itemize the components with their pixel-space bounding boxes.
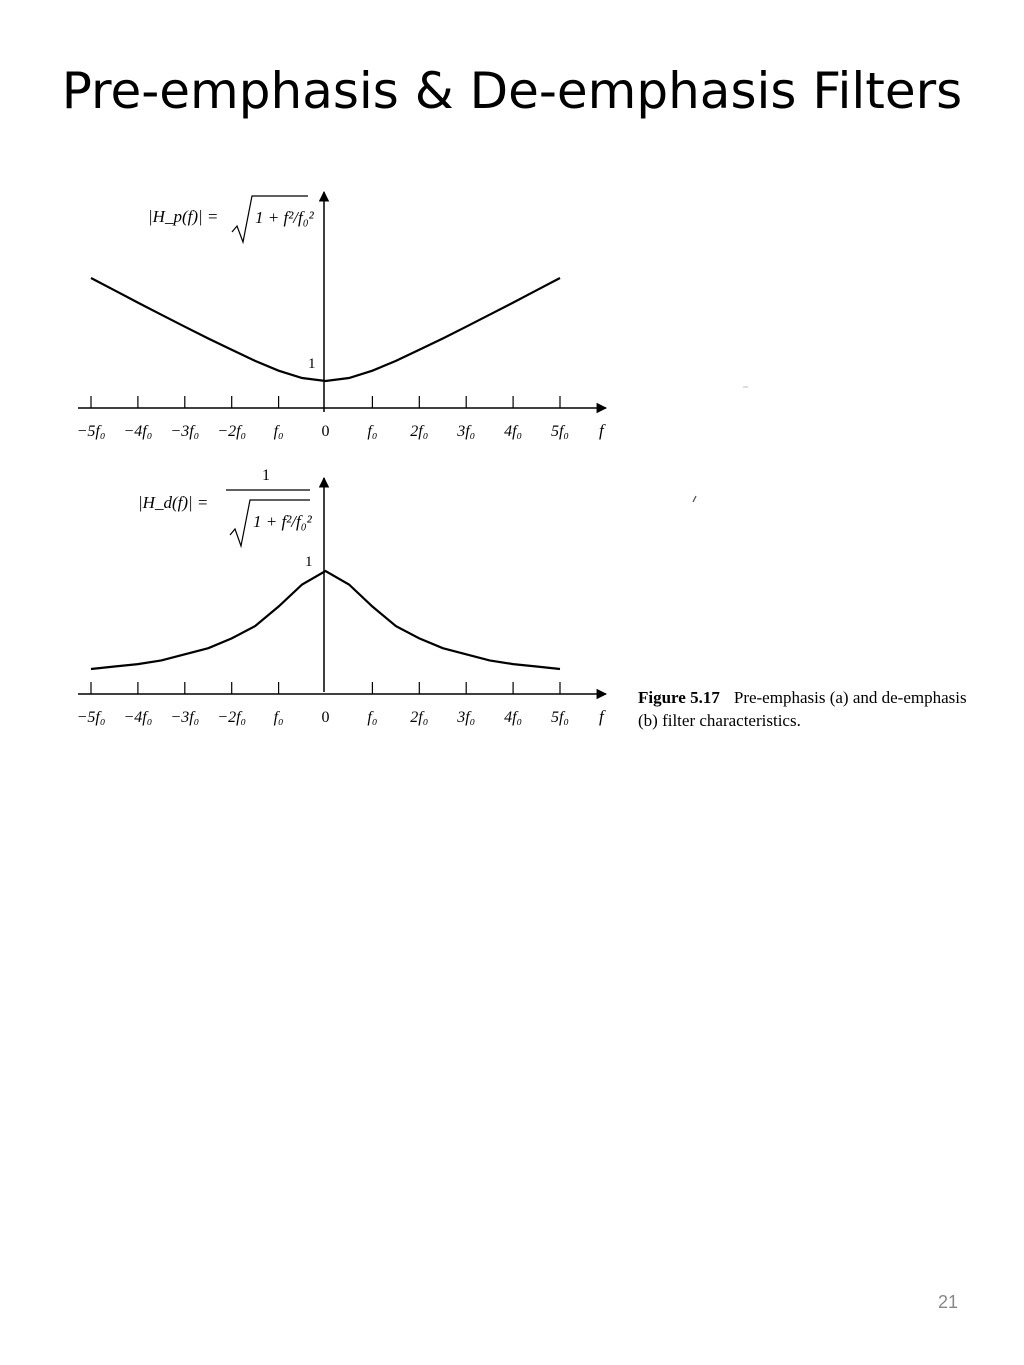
de-emphasis-tick-labels bbox=[77, 709, 569, 726]
pre-emphasis-formula bbox=[148, 196, 315, 242]
de-emphasis-x-tick-label: 0 bbox=[321, 709, 330, 726]
pre-emphasis-x-tick-label: 4f₀ bbox=[504, 423, 523, 440]
pre-emphasis-x-tick-label: −3f₀ bbox=[170, 423, 200, 440]
pre-emphasis-x-tick-label: −4f₀ bbox=[123, 423, 153, 440]
pre-emphasis-ticks bbox=[91, 396, 560, 408]
de-emphasis-ticks bbox=[91, 682, 560, 694]
pre-emphasis-x-tick-label: 0 bbox=[321, 423, 330, 440]
figure-caption-label: Figure 5.17 bbox=[638, 688, 720, 707]
de-emphasis-x-tick-label: 5f₀ bbox=[550, 709, 570, 726]
de-emphasis-formula-lhs: |H_d(f)| = bbox=[138, 493, 209, 512]
pre-emphasis-formula-lhs: |H_p(f)| = bbox=[148, 207, 219, 226]
pre-emphasis-x-tick-label: f₀ bbox=[273, 423, 284, 440]
pre-emphasis-x-tick-label: 2f₀ bbox=[410, 423, 429, 440]
slide-title: Pre-emphasis & De-emphasis Filters bbox=[61, 62, 963, 120]
de-emphasis-x-axis-label: f bbox=[599, 707, 604, 726]
pre-emphasis-y-tick-1: 1 bbox=[308, 356, 316, 372]
pre-emphasis-x-tick-label: 3f₀ bbox=[457, 423, 476, 440]
page-number: 21 bbox=[937, 1292, 958, 1312]
pre-emphasis-x-tick-label: −5f₀ bbox=[76, 423, 106, 440]
de-emphasis-x-tick-label: −4f₀ bbox=[123, 709, 153, 726]
de-emphasis-x-tick-label: −5f₀ bbox=[76, 709, 106, 726]
de-emphasis-formula bbox=[138, 467, 313, 546]
de-emphasis-chart bbox=[77, 467, 606, 726]
pre-emphasis-curve bbox=[91, 278, 560, 381]
de-emphasis-x-tick-label: −3f₀ bbox=[170, 709, 200, 726]
de-emphasis-x-tick-label: f₀ bbox=[367, 709, 378, 726]
scan-mark bbox=[693, 496, 696, 502]
pre-emphasis-x-tick-label: 5f₀ bbox=[550, 423, 570, 440]
de-emphasis-formula-radicand: 1 + f²/f₀² bbox=[253, 512, 312, 531]
de-emphasis-x-tick-label: 4f₀ bbox=[504, 709, 523, 726]
de-emphasis-y-tick-1: 1 bbox=[305, 554, 313, 570]
de-emphasis-formula-numerator: 1 bbox=[262, 467, 270, 484]
pre-emphasis-chart bbox=[77, 192, 606, 440]
de-emphasis-x-tick-label: −2f₀ bbox=[217, 709, 247, 726]
pre-emphasis-formula-radicand: 1 + f²/f₀² bbox=[255, 208, 314, 227]
figure-caption-text: Pre-emphasis (a) and de-emphasis (b) filter characteristics. bbox=[638, 688, 967, 730]
de-emphasis-x-tick-label: f₀ bbox=[273, 709, 284, 726]
pre-emphasis-x-axis-label: f bbox=[599, 421, 604, 440]
pre-emphasis-x-tick-label: −2f₀ bbox=[217, 423, 247, 440]
de-emphasis-x-tick-label: 2f₀ bbox=[410, 709, 429, 726]
de-emphasis-x-tick-label: 3f₀ bbox=[457, 709, 476, 726]
de-emphasis-curve bbox=[91, 571, 560, 669]
pre-emphasis-x-tick-label: f₀ bbox=[367, 423, 378, 440]
pre-emphasis-tick-labels bbox=[77, 423, 569, 440]
figure-caption bbox=[638, 686, 978, 732]
